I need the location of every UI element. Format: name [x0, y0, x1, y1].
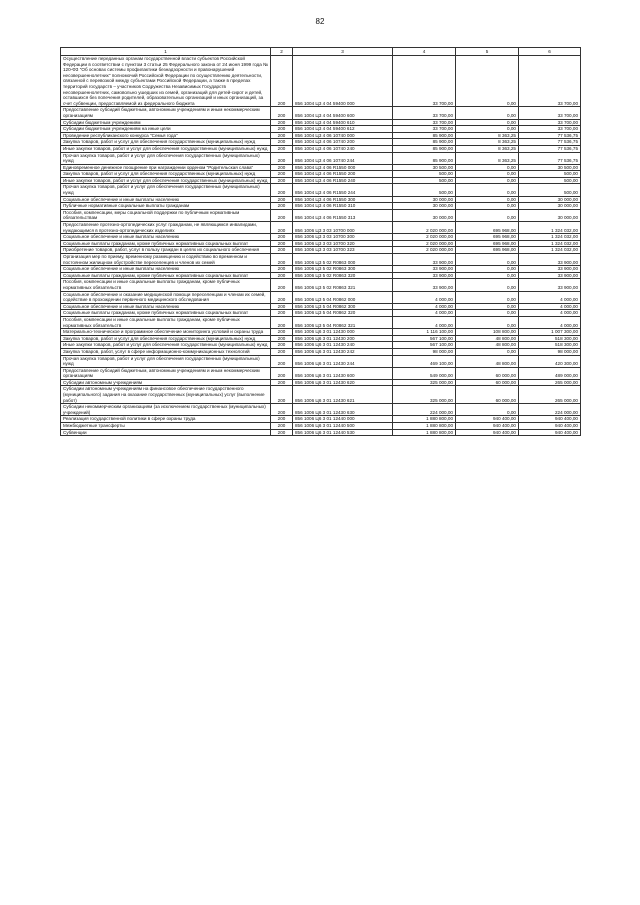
row-amount-cell: 33 900,00 — [393, 254, 456, 266]
row-code-cell: 856 1006 Ц6 3 01 12430 244 — [293, 355, 393, 367]
row-col2-cell: 200 — [271, 222, 293, 234]
row-code-cell: 856 1006 Ц3 5 04 R0862 300 — [293, 303, 393, 310]
table-row — [61, 291, 581, 303]
table-row — [61, 240, 581, 247]
row-executed-cell: 8 363,25 — [456, 145, 519, 152]
row-executed-cell: 60 000,00 — [456, 386, 519, 404]
row-executed-cell: 0,00 — [456, 303, 519, 310]
row-executed-cell: 108 800,00 — [456, 329, 519, 336]
row-balance-cell: 4 000,00 — [519, 310, 581, 317]
table-row — [61, 254, 581, 266]
row-code-cell: 856 1006 Ц3 5 04 R0862 320 — [293, 310, 393, 317]
row-amount-cell: 30 000,00 — [393, 203, 456, 210]
row-balance-cell: 265 000,00 — [519, 379, 581, 386]
row-balance-cell: 30 500,00 — [519, 164, 581, 171]
row-balance-cell: 1 324 032,00 — [519, 222, 581, 234]
table-row — [61, 423, 581, 430]
row-col2-cell: 200 — [271, 379, 293, 386]
column-header: 2 — [271, 48, 293, 56]
table-row — [61, 379, 581, 386]
row-executed-cell: 8 363,25 — [456, 152, 519, 164]
row-code-cell: 856 1006 Ц6 3 01 12430 630 — [293, 404, 393, 416]
row-col2-cell: 200 — [271, 247, 293, 254]
row-name-cell: Субсидии автономным учреждениям на финансовое обеспечение государственного (муниципального) задания на оказание государственных (муниципальных) услуг (выполнение работ) — [61, 386, 271, 404]
row-balance-cell: 500,00 — [519, 177, 581, 184]
row-amount-cell: 549 000,00 — [393, 367, 456, 379]
row-amount-cell: 85 900,00 — [393, 145, 456, 152]
table-row — [61, 355, 581, 367]
row-balance-cell: 33 900,00 — [519, 266, 581, 273]
row-col2-cell: 200 — [271, 196, 293, 203]
row-executed-cell: 0,00 — [456, 266, 519, 273]
row-balance-cell: 1 324 032,00 — [519, 247, 581, 254]
row-code-cell: 856 1006 Ц6 3 01 12440 500 — [293, 423, 393, 430]
row-name-cell: Межбюджетные трансферты — [61, 423, 271, 430]
row-code-cell: 856 1006 Ц6 3 01 12430 620 — [293, 379, 393, 386]
row-executed-cell: 940 400,00 — [456, 423, 519, 430]
row-col2-cell: 200 — [271, 342, 293, 349]
row-col2-cell: 200 — [271, 335, 293, 342]
row-executed-cell: 60 000,00 — [456, 367, 519, 379]
row-col2-cell: 200 — [271, 203, 293, 210]
row-balance-cell: 98 000,00 — [519, 348, 581, 355]
row-name-cell: Организация мер по приему, временному размещению и содействию во временном и постоянном жилищном обустройстве переселенцев и членов их семей — [61, 254, 271, 266]
row-col2-cell: 200 — [271, 303, 293, 310]
table-header-row — [61, 48, 581, 56]
row-name-cell: Пособия, компенсации, меры социальной поддержки по публичным нормативным обязательствам — [61, 209, 271, 221]
row-col2-cell: 200 — [271, 152, 293, 164]
row-executed-cell: 940 400,00 — [456, 429, 519, 436]
table-row — [61, 107, 581, 119]
row-amount-cell: 33 900,00 — [393, 272, 456, 279]
row-amount-cell: 33 700,00 — [393, 107, 456, 119]
row-balance-cell: 30 000,00 — [519, 196, 581, 203]
row-code-cell: 856 1004 Ц3 4 06 R1550 200 — [293, 171, 393, 178]
table-row — [61, 335, 581, 342]
row-col2-cell: 200 — [271, 184, 293, 196]
row-balance-cell: 33 900,00 — [519, 254, 581, 266]
row-code-cell: 856 1006 Ц6 3 01 12430 240 — [293, 342, 393, 349]
row-name-cell: Субвенции — [61, 429, 271, 436]
row-col2-cell: 200 — [271, 272, 293, 279]
row-col2-cell: 200 — [271, 234, 293, 241]
table-row — [61, 164, 581, 171]
row-balance-cell: 940 400,00 — [519, 423, 581, 430]
row-col2-cell: 200 — [271, 279, 293, 291]
row-col2-cell: 200 — [271, 240, 293, 247]
table-row — [61, 145, 581, 152]
row-executed-cell: 0,00 — [456, 279, 519, 291]
row-balance-cell: 77 536,75 — [519, 152, 581, 164]
row-col2-cell: 200 — [271, 177, 293, 184]
row-col2-cell: 200 — [271, 266, 293, 273]
table-row — [61, 203, 581, 210]
row-code-cell: 856 1004 Ц3 4 06 R1550 310 — [293, 203, 393, 210]
row-balance-cell: 33 700,00 — [519, 119, 581, 126]
row-amount-cell: 500,00 — [393, 184, 456, 196]
row-name-cell: Иные закупки товаров, работ и услуг для обеспечения государственных (муниципальных) нужд — [61, 145, 271, 152]
row-balance-cell: 500,00 — [519, 184, 581, 196]
row-col2-cell: 200 — [271, 316, 293, 328]
row-code-cell: 856 1006 Ц3 5 02 R0863 300 — [293, 266, 393, 273]
row-col2-cell: 200 — [271, 386, 293, 404]
row-col2-cell: 200 — [271, 56, 293, 107]
row-col2-cell: 200 — [271, 348, 293, 355]
row-name-cell: Предоставление субсидий бюджетным, автономным учреждениям и иным некоммерческим организациям — [61, 367, 271, 379]
row-code-cell: 856 1006 Ц3 3 03 10700 300 — [293, 234, 393, 241]
row-code-cell: 856 1006 Ц3 3 03 10700 000 — [293, 222, 393, 234]
row-code-cell: 856 1004 Ц3 4 04 59400 612 — [293, 126, 393, 133]
row-code-cell: 856 1004 Ц3 4 04 59400 000 — [293, 56, 393, 107]
row-executed-cell: 48 800,00 — [456, 342, 519, 349]
row-executed-cell: 695 968,00 — [456, 247, 519, 254]
row-executed-cell: 0,00 — [456, 254, 519, 266]
row-amount-cell: 2 020 000,00 — [393, 240, 456, 247]
column-header: 4 — [393, 48, 456, 56]
row-amount-cell: 33 700,00 — [393, 56, 456, 107]
table-row — [61, 367, 581, 379]
row-balance-cell: 4 000,00 — [519, 316, 581, 328]
row-balance-cell: 518 300,00 — [519, 335, 581, 342]
table-row — [61, 132, 581, 139]
row-col2-cell: 200 — [271, 404, 293, 416]
row-amount-cell: 33 700,00 — [393, 126, 456, 133]
row-executed-cell: 48 800,00 — [456, 335, 519, 342]
row-code-cell: 856 1006 Ц3 3 03 10700 323 — [293, 247, 393, 254]
row-balance-cell: 30 000,00 — [519, 209, 581, 221]
row-col2-cell: 200 — [271, 310, 293, 317]
row-name-cell: Предоставление субсидий бюджетным, автономным учреждениям и иным некоммерческим организациям — [61, 107, 271, 119]
row-amount-cell: 30 000,00 — [393, 209, 456, 221]
row-amount-cell: 2 020 000,00 — [393, 222, 456, 234]
row-executed-cell: 0,00 — [456, 316, 519, 328]
row-col2-cell: 200 — [271, 145, 293, 152]
row-balance-cell: 77 536,75 — [519, 132, 581, 139]
row-code-cell: 856 1006 Ц6 3 01 12430 200 — [293, 335, 393, 342]
row-code-cell: 856 1004 Ц3 4 06 10740 240 — [293, 145, 393, 152]
row-col2-cell: 200 — [271, 126, 293, 133]
row-executed-cell: 695 968,00 — [456, 234, 519, 241]
row-code-cell: 856 1004 Ц3 4 06 10740 244 — [293, 152, 393, 164]
row-amount-cell: 4 000,00 — [393, 291, 456, 303]
row-name-cell: Социальное обеспечение и иные выплаты населению — [61, 234, 271, 241]
row-amount-cell: 500,00 — [393, 177, 456, 184]
table-row — [61, 416, 581, 423]
row-name-cell: Социальное обеспечение и иные выплаты населению — [61, 196, 271, 203]
table-row — [61, 177, 581, 184]
row-name-cell: Субсидии некоммерческим организациям (за исключением государственных (муниципальных) учреждений) — [61, 404, 271, 416]
row-amount-cell: 469 100,00 — [393, 355, 456, 367]
row-balance-cell: 940 400,00 — [519, 429, 581, 436]
row-col2-cell: 200 — [271, 119, 293, 126]
row-code-cell: 856 1006 Ц3 5 04 R0862 321 — [293, 316, 393, 328]
row-name-cell: Закупка товаров, работ и услуг для обеспечения государственных (муниципальных) нужд — [61, 139, 271, 146]
table-row — [61, 266, 581, 273]
table-row — [61, 247, 581, 254]
row-name-cell: Предоставление протезно-ортопедических услуг гражданам, не являющимся инвалидами, нуждающимся в протезно-ортопедических изделиях — [61, 222, 271, 234]
budget-table — [60, 47, 581, 436]
table-row — [61, 184, 581, 196]
row-name-cell: Иные закупки товаров, работ и услуг для обеспечения государственных (муниципальных) нужд — [61, 177, 271, 184]
row-name-cell: Социальное обеспечение и оказание медицинской помощи переселенцам и членам их семей, содействие в прохождении первичного медицинского обследования — [61, 291, 271, 303]
row-amount-cell: 98 000,00 — [393, 348, 456, 355]
row-amount-cell: 2 020 000,00 — [393, 247, 456, 254]
row-name-cell: Социальные выплаты гражданам, кроме публичных нормативных социальных выплат — [61, 310, 271, 317]
row-executed-cell: 940 400,00 — [456, 416, 519, 423]
row-executed-cell: 695 968,00 — [456, 222, 519, 234]
row-code-cell: 856 1004 Ц3 4 06 R1550 244 — [293, 184, 393, 196]
row-balance-cell: 489 000,00 — [519, 367, 581, 379]
row-amount-cell: 567 100,00 — [393, 342, 456, 349]
row-name-cell: Субсидии автономным учреждениям — [61, 379, 271, 386]
row-executed-cell: 0,00 — [456, 196, 519, 203]
row-code-cell: 856 1006 Ц6 3 01 12430 242 — [293, 348, 393, 355]
table-body — [61, 56, 581, 436]
table-row — [61, 272, 581, 279]
row-col2-cell: 200 — [271, 291, 293, 303]
row-executed-cell: 0,00 — [456, 291, 519, 303]
column-header: 5 — [456, 48, 519, 56]
row-col2-cell: 200 — [271, 171, 293, 178]
row-executed-cell: 8 363,25 — [456, 132, 519, 139]
row-name-cell: Прочая закупка товаров, работ и услуг для обеспечения государственных (муниципальных) нужд — [61, 184, 271, 196]
row-col2-cell: 200 — [271, 254, 293, 266]
row-amount-cell: 1 116 100,00 — [393, 329, 456, 336]
row-name-cell: Социальные выплаты гражданам, кроме публичных нормативных социальных выплат — [61, 240, 271, 247]
row-code-cell: 856 1004 Ц3 4 04 59400 600 — [293, 107, 393, 119]
table-row — [61, 348, 581, 355]
row-name-cell: Социальное обеспечение и иные выплаты населению — [61, 266, 271, 273]
column-header: 1 — [61, 48, 271, 56]
row-code-cell: 856 1006 Ц6 3 01 12430 621 — [293, 386, 393, 404]
row-executed-cell: 0,00 — [456, 119, 519, 126]
row-code-cell: 856 1004 Ц3 4 06 10740 200 — [293, 139, 393, 146]
row-col2-cell: 200 — [271, 416, 293, 423]
row-executed-cell: 0,00 — [456, 171, 519, 178]
row-amount-cell: 567 100,00 — [393, 335, 456, 342]
column-header: 6 — [519, 48, 581, 56]
row-executed-cell: 0,00 — [456, 56, 519, 107]
table-row — [61, 310, 581, 317]
row-name-cell: Прочая закупка товаров, работ и услуг для обеспечения государственных (муниципальных) нужд — [61, 355, 271, 367]
row-executed-cell: 0,00 — [456, 177, 519, 184]
row-amount-cell: 1 880 800,00 — [393, 416, 456, 423]
row-amount-cell: 4 000,00 — [393, 316, 456, 328]
row-name-cell: Закупка товаров, работ, услуг в сфере информационно-коммуникационных технологий — [61, 348, 271, 355]
row-name-cell: Приобретение товаров, работ, услуг в пользу граждан в целях их социального обеспечения — [61, 247, 271, 254]
column-header: 3 — [293, 48, 393, 56]
table-row — [61, 196, 581, 203]
row-name-cell: Единовременное денежное поощрение при награждении орденом "Родительская слава" — [61, 164, 271, 171]
table-row — [61, 342, 581, 349]
table-row — [61, 209, 581, 221]
row-name-cell: Субсидии бюджетным учреждениям — [61, 119, 271, 126]
row-code-cell: 856 1006 Ц3 5 02 R0863 320 — [293, 272, 393, 279]
row-code-cell: 856 1006 Ц6 3 01 12440 000 — [293, 416, 393, 423]
row-balance-cell: 265 000,00 — [519, 386, 581, 404]
table-row — [61, 386, 581, 404]
row-code-cell: 856 1004 Ц3 4 06 R1550 313 — [293, 209, 393, 221]
row-executed-cell: 0,00 — [456, 310, 519, 317]
row-amount-cell: 30 500,00 — [393, 164, 456, 171]
row-executed-cell: 0,00 — [456, 164, 519, 171]
row-amount-cell: 85 900,00 — [393, 132, 456, 139]
row-balance-cell: 30 000,00 — [519, 203, 581, 210]
row-amount-cell: 1 880 800,00 — [393, 429, 456, 436]
row-executed-cell: 60 000,00 — [456, 379, 519, 386]
row-code-cell: 856 1004 Ц3 4 04 59400 610 — [293, 119, 393, 126]
row-amount-cell: 1 880 800,00 — [393, 423, 456, 430]
row-executed-cell: 0,00 — [456, 404, 519, 416]
row-code-cell: 856 1006 Ц3 5 02 R0863 321 — [293, 279, 393, 291]
row-executed-cell: 0,00 — [456, 209, 519, 221]
row-col2-cell: 200 — [271, 355, 293, 367]
table-row — [61, 119, 581, 126]
row-amount-cell: 85 900,00 — [393, 152, 456, 164]
page-number: 82 — [315, 17, 325, 26]
row-executed-cell: 0,00 — [456, 126, 519, 133]
row-amount-cell: 33 900,00 — [393, 266, 456, 273]
row-balance-cell: 1 007 300,00 — [519, 329, 581, 336]
row-amount-cell: 33 700,00 — [393, 119, 456, 126]
row-name-cell: Закупка товаров, работ и услуг для обеспечения государственных (муниципальных) нужд — [61, 335, 271, 342]
row-executed-cell: 695 968,00 — [456, 240, 519, 247]
table-row — [61, 56, 581, 107]
row-balance-cell: 500,00 — [519, 171, 581, 178]
row-executed-cell: 0,00 — [456, 272, 519, 279]
row-col2-cell: 200 — [271, 423, 293, 430]
table-row — [61, 139, 581, 146]
row-balance-cell: 1 324 032,00 — [519, 240, 581, 247]
row-amount-cell: 4 000,00 — [393, 303, 456, 310]
row-code-cell: 856 1006 Ц3 3 03 10700 320 — [293, 240, 393, 247]
table-row — [61, 171, 581, 178]
row-amount-cell: 30 000,00 — [393, 196, 456, 203]
row-col2-cell: 200 — [271, 329, 293, 336]
row-amount-cell: 85 900,00 — [393, 139, 456, 146]
row-amount-cell: 224 000,00 — [393, 404, 456, 416]
row-balance-cell: 33 900,00 — [519, 279, 581, 291]
row-name-cell: Социальное обеспечение и иные выплаты населению — [61, 303, 271, 310]
table-row — [61, 404, 581, 416]
row-code-cell: 856 1004 Ц3 4 06 R1550 000 — [293, 164, 393, 171]
row-code-cell: 856 1004 Ц3 4 06 R1550 300 — [293, 196, 393, 203]
table-row — [61, 329, 581, 336]
row-code-cell: 856 1004 Ц3 4 06 10740 000 — [293, 132, 393, 139]
row-code-cell: 856 1006 Ц3 5 02 R0863 000 — [293, 254, 393, 266]
row-name-cell: Иные закупки товаров, работ и услуг для обеспечения государственных (муниципальных) нужд — [61, 342, 271, 349]
row-code-cell: 856 1006 Ц6 3 01 12430 000 — [293, 329, 393, 336]
table-row — [61, 234, 581, 241]
row-balance-cell: 77 536,75 — [519, 145, 581, 152]
row-name-cell: Пособия, компенсации и иные социальные выплаты гражданам, кроме публичных нормативных обязательств — [61, 279, 271, 291]
table-row — [61, 222, 581, 234]
row-col2-cell: 200 — [271, 164, 293, 171]
row-code-cell: 856 1006 Ц6 3 01 12440 530 — [293, 429, 393, 436]
table-row — [61, 429, 581, 436]
row-executed-cell: 0,00 — [456, 184, 519, 196]
row-amount-cell: 2 020 000,00 — [393, 234, 456, 241]
row-executed-cell: 8 363,25 — [456, 139, 519, 146]
row-code-cell: 856 1006 Ц6 3 01 12430 600 — [293, 367, 393, 379]
table-row — [61, 316, 581, 328]
row-name-cell: Публичные нормативные социальные выплаты гражданам — [61, 203, 271, 210]
row-balance-cell: 4 000,00 — [519, 303, 581, 310]
row-balance-cell: 940 400,00 — [519, 416, 581, 423]
row-balance-cell: 33 700,00 — [519, 107, 581, 119]
row-balance-cell: 420 300,00 — [519, 355, 581, 367]
table-row — [61, 303, 581, 310]
row-executed-cell: 0,00 — [456, 348, 519, 355]
row-name-cell: Субсидии бюджетным учреждениям на иные цели — [61, 126, 271, 133]
row-name-cell: Закупка товаров, работ и услуг для обеспечения государственных (муниципальных) нужд — [61, 171, 271, 178]
row-balance-cell: 1 324 032,00 — [519, 234, 581, 241]
row-amount-cell: 33 900,00 — [393, 279, 456, 291]
row-amount-cell: 325 000,00 — [393, 386, 456, 404]
row-amount-cell: 325 000,00 — [393, 379, 456, 386]
row-name-cell: Материально-техническое и программное обеспечение мониторинга условий и охраны труда — [61, 329, 271, 336]
row-executed-cell: 0,00 — [456, 107, 519, 119]
row-name-cell: Осуществление переданных органам государственной власти субъектов Российской Федерации в соответствии с пунктом 3 статьи 25 Федерального закона от 24 июня 1999 года № 120-ФЗ "Об основах системы профилактики безнадзорности и правонарушений несовершеннолетних" полномочий Российской Федерации по осуществлению деятельности, связанной с перевозкой между субъектами Российской Федерации, а также в пределах территорий государств – участников Содружества Независимых Государств несовершеннолетних, самовольно ушедших из семей, организаций для детей-сирот и детей, оставшихся без попечения родителей, образовательных организаций и иных организаций, за счет субвенции, предоставляемой из федерального бюджета — [61, 56, 271, 107]
row-executed-cell: 0,00 — [456, 203, 519, 210]
row-name-cell: Проведение республиканского конкурса "Семья года" — [61, 132, 271, 139]
table-row — [61, 152, 581, 164]
table-row — [61, 126, 581, 133]
row-balance-cell: 224 000,00 — [519, 404, 581, 416]
row-balance-cell: 518 300,00 — [519, 342, 581, 349]
table-row — [61, 279, 581, 291]
row-code-cell: 856 1006 Ц3 5 04 R0862 000 — [293, 291, 393, 303]
row-col2-cell: 200 — [271, 429, 293, 436]
row-balance-cell: 77 536,75 — [519, 139, 581, 146]
row-balance-cell: 33 700,00 — [519, 56, 581, 107]
row-col2-cell: 200 — [271, 132, 293, 139]
row-col2-cell: 200 — [271, 107, 293, 119]
row-amount-cell: 500,00 — [393, 171, 456, 178]
row-balance-cell: 33 900,00 — [519, 272, 581, 279]
row-col2-cell: 200 — [271, 139, 293, 146]
row-balance-cell: 4 000,00 — [519, 291, 581, 303]
row-col2-cell: 200 — [271, 209, 293, 221]
row-amount-cell: 4 000,00 — [393, 310, 456, 317]
row-name-cell: Реализация государственной политики в сфере охраны труда — [61, 416, 271, 423]
row-name-cell: Социальные выплаты гражданам, кроме публичных нормативных социальных выплат — [61, 272, 271, 279]
row-code-cell: 856 1004 Ц3 4 06 R1550 240 — [293, 177, 393, 184]
row-executed-cell: 48 800,00 — [456, 355, 519, 367]
row-balance-cell: 33 700,00 — [519, 126, 581, 133]
row-col2-cell: 200 — [271, 367, 293, 379]
row-name-cell: Пособия, компенсации и иные социальные выплаты гражданам, кроме публичных нормативных обязательств — [61, 316, 271, 328]
row-name-cell: Прочая закупка товаров, работ и услуг для обеспечения государственных (муниципальных) нужд — [61, 152, 271, 164]
